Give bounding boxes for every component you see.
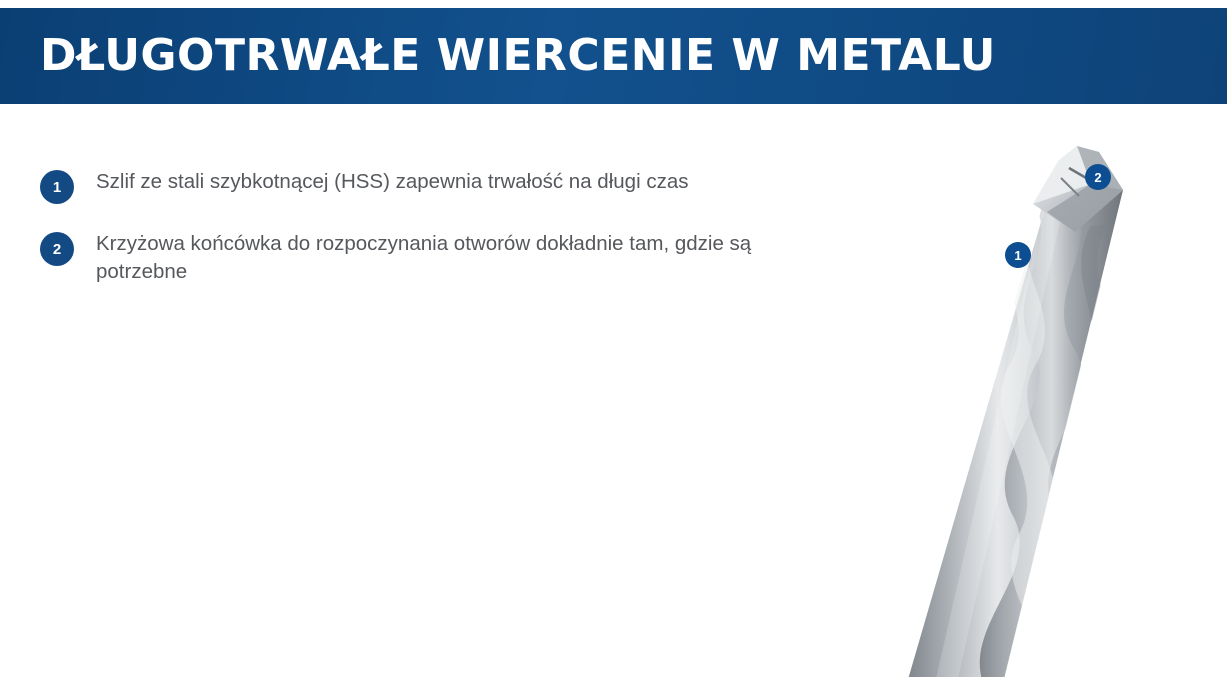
feature-number-badge-1: 1 [40, 170, 74, 204]
drill-bit-graphic [807, 104, 1227, 683]
callout-marker-2: 2 [1085, 164, 1111, 190]
header-banner [0, 8, 1227, 104]
page-title: DŁUGOTRWAŁE WIERCENIE W METALU [40, 30, 996, 81]
content-area [0, 104, 1227, 683]
feature-text-2: Krzyżowa końcówka do rozpoczynania otworów dokładnie tam, gdzie są potrzebne [96, 232, 752, 283]
callout-marker-1: 1 [1005, 242, 1031, 268]
feature-text-1: Szlif ze stali szybkotnącej (HSS) zapewnia trwałość na długi czas [96, 170, 689, 193]
drill-bit-illustration [807, 104, 1227, 683]
bottom-spacer [0, 677, 1227, 683]
feature-number-badge-2: 2 [40, 232, 74, 266]
feature-list [40, 168, 800, 311]
list-item [40, 230, 800, 285]
list-item [40, 168, 800, 204]
